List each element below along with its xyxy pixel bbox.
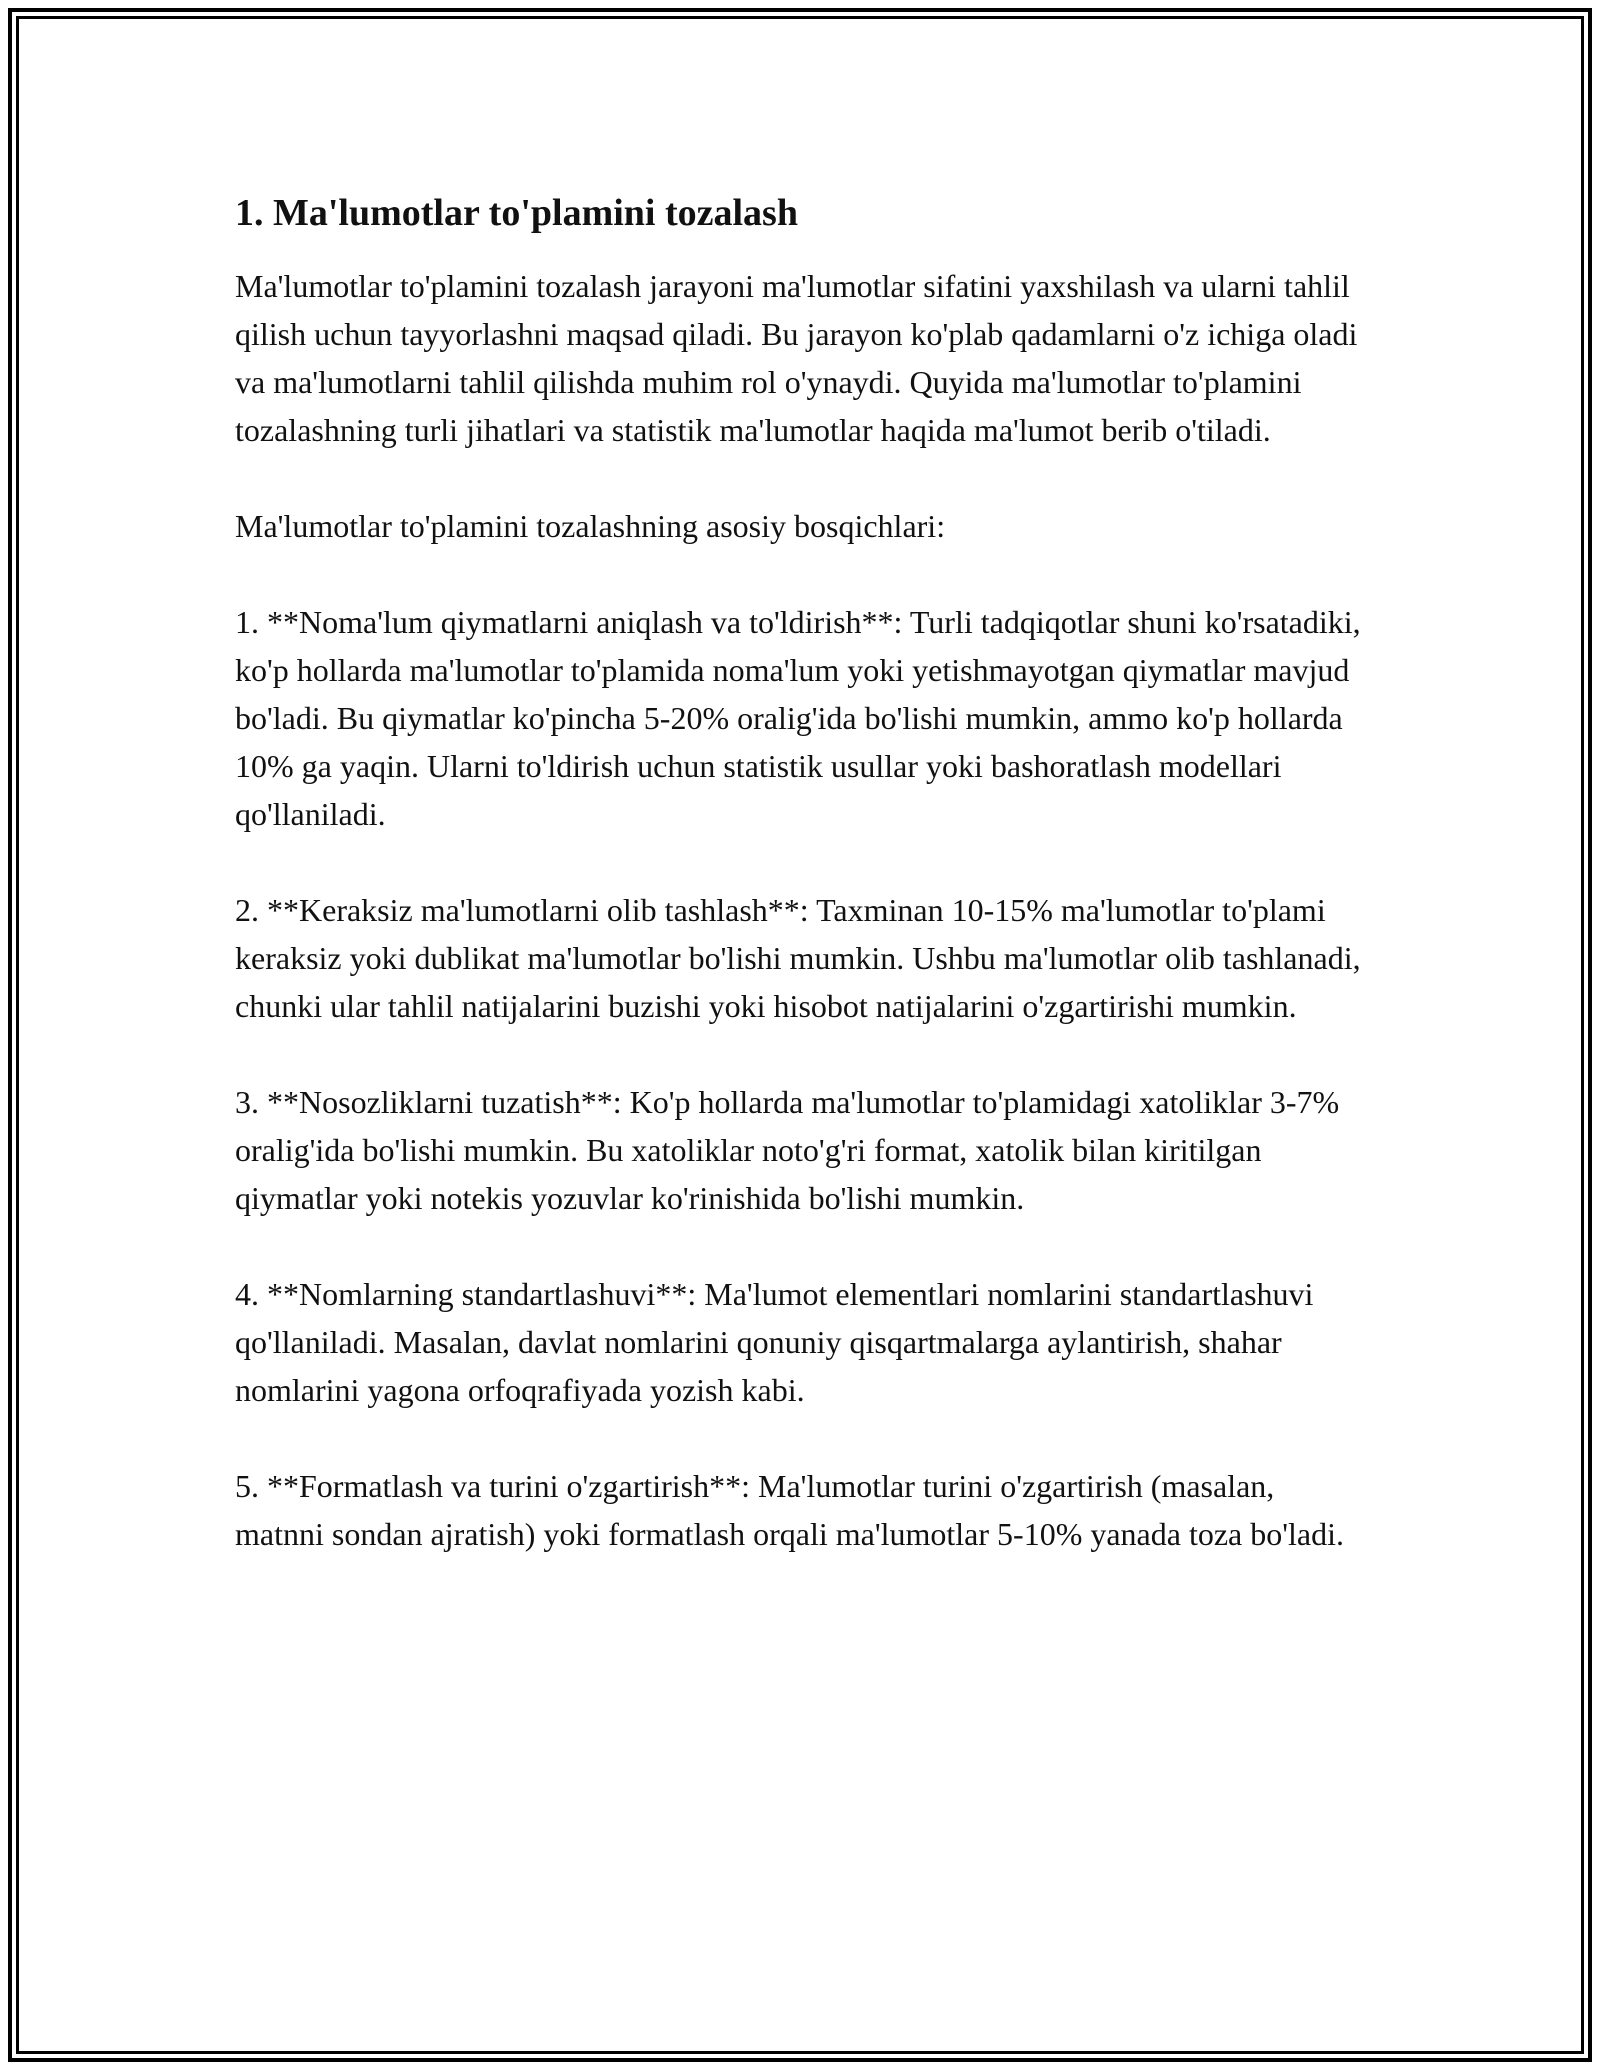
intro-paragraph: Ma'lumotlar to'plamini tozalash jarayoni ma'lumotlar sifatini yaxshilash va ularni tahlil qilish uchun tayyorlashni maqsad qiladi. Bu jarayon ko'plab qadamlarni o'z ichiga oladi va ma'lumotlarni tahlil qilishda muhim rol o'ynaydi. Quyida ma'lumotlar to'plamini tozalashning turli jihatlari va statistik ma'lumotlar haqida ma'lumot berib o'tiladi. [235,268,1358,448]
step-4-paragraph: 4. **Nomlarning standartlashuvi**: Ma'lumot elementlari nomlarini standartlashuvi qo'llaniladi. Masalan, davlat nomlarini qonuniy qisqartmalarga aylantirish, shahar nomlarini yagona orfoqrafiyada yozish kabi. [235,1276,1314,1408]
document-body [235,184,1370,1606]
step-3-paragraph: 3. **Nosozliklarni tuzatish**: Ko'p hollarda ma'lumotlar to'plamidagi xatoliklar 3-7% oralig'ida bo'lishi mumkin. Bu xatoliklar noto'g'ri format, xatolik bilan kiritilgan qiymatlar yoki notekis yozuvlar ko'rinishida bo'lishi mumkin. [235,1084,1340,1216]
step-1-paragraph: 1. **Noma'lum qiymatlarni aniqlash va to'ldirish**: Turli tadqiqotlar shuni ko'rsatadiki, ko'p hollarda ma'lumotlar to'plamida noma'lum yoki yetishmayotgan qiymatlar mavjud bo'ladi. Bu qiymatlar ko'pincha 5-20% oralig'ida bo'lishi mumkin, ammo ko'p hollarda 10% ga yaqin. Ularni to'ldirish uchun statistik usullar yoki bashoratlash modellari qo'llaniladi. [235,604,1361,832]
step-2-paragraph: 2. **Keraksiz ma'lumotlarni olib tashlash**: Taxminan 10-15% ma'lumotlar to'plami keraksiz yoki dublikat ma'lumotlar bo'lishi mumkin. Ushbu ma'lumotlar olib tashlanadi, chunki ular tahlil natijalarini buzishi yoki hisobot natijalarini o'zgartirishi mumkin. [235,892,1361,1024]
steps-heading: Ma'lumotlar to'plamini tozalashning asosiy bosqichlari: [235,508,946,544]
step-5-paragraph: 5. **Formatlash va turini o'zgartirish**: Ma'lumotlar turini o'zgartirish (masalan, matnni sondan ajratish) yoki formatlash orqali ma'lumotlar 5-10% yanada toza bo'ladi. [235,1468,1344,1552]
document-title: 1. Ma'lumotlar to'plamini tozalash [235,192,798,234]
